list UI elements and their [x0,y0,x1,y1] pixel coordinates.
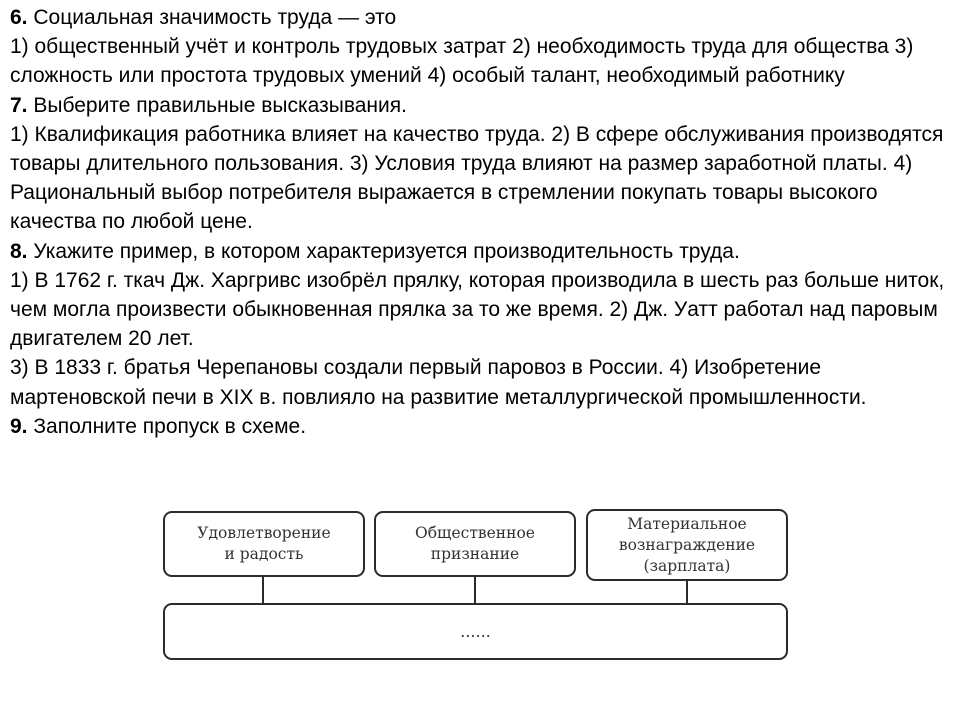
question-6 [10,3,955,32]
scheme-box-label: Общественное признание [415,524,535,563]
question-number: 7. [10,93,28,117]
question-text: Социальная значимость труда — это [33,6,397,29]
answer-options-8-continued: 3) В 1833 г. братья Черепановы создали первый паровоз в России. 4) Изобретение мартеновской печи в XIX в. повлияло на развитие металлургической промышленности. [10,356,867,409]
scheme-box-label: Удовлетворение и радость [197,524,331,563]
scheme-blank-placeholder: ...... [460,622,491,641]
question-number: 6. [10,6,28,29]
scheme-box-satisfaction [163,511,365,577]
question-number: 8. [10,239,28,263]
question-text: Заполните пропуск в схеме. [33,414,307,438]
scheme-connector [474,577,476,604]
question-text: Укажите пример, в котором характеризуется производительность труда. [33,239,740,263]
answer-options-8: 1) В 1762 г. ткач Дж. Харгривс изобрёл прялку, которая производила в шесть раз больше ниток, чем могла произвести обыкновенная прялка за то же время. 2) Дж. Уатт работал над паровым двигателем 20 лет. [10,268,945,351]
scheme-box-blank [163,603,788,660]
scheme-box-recognition [374,511,576,577]
answer-options-7: 1) Квалификация работника влияет на качество труда. 2) В сфере обслуживания производятся товары длительного пользования. 3) Условия труда влияют на размер заработной платы. 4) Рациональный выбор потребителя выражается в стремлении покупать товары высокого качества по любой цене. [10,122,944,234]
question-8 [10,237,955,266]
scheme-connector [686,581,688,604]
worksheet-text [10,3,955,441]
question-9 [10,412,955,441]
scheme-box-label: Материальное вознаграждение (зарплата) [618,514,756,575]
question-number: 9. [10,414,28,438]
scheme-box-material-reward [586,509,788,581]
scheme-connector [262,577,264,604]
question-text: Выберите правильные высказывания. [33,93,407,117]
question-7 [10,91,955,120]
answer-options-6: 1) общественный учёт и контроль трудовых затрат 2) необходимость труда для общества 3) сложность или простота трудовых умений 4) особый талант, необходимый работнику [10,35,914,88]
